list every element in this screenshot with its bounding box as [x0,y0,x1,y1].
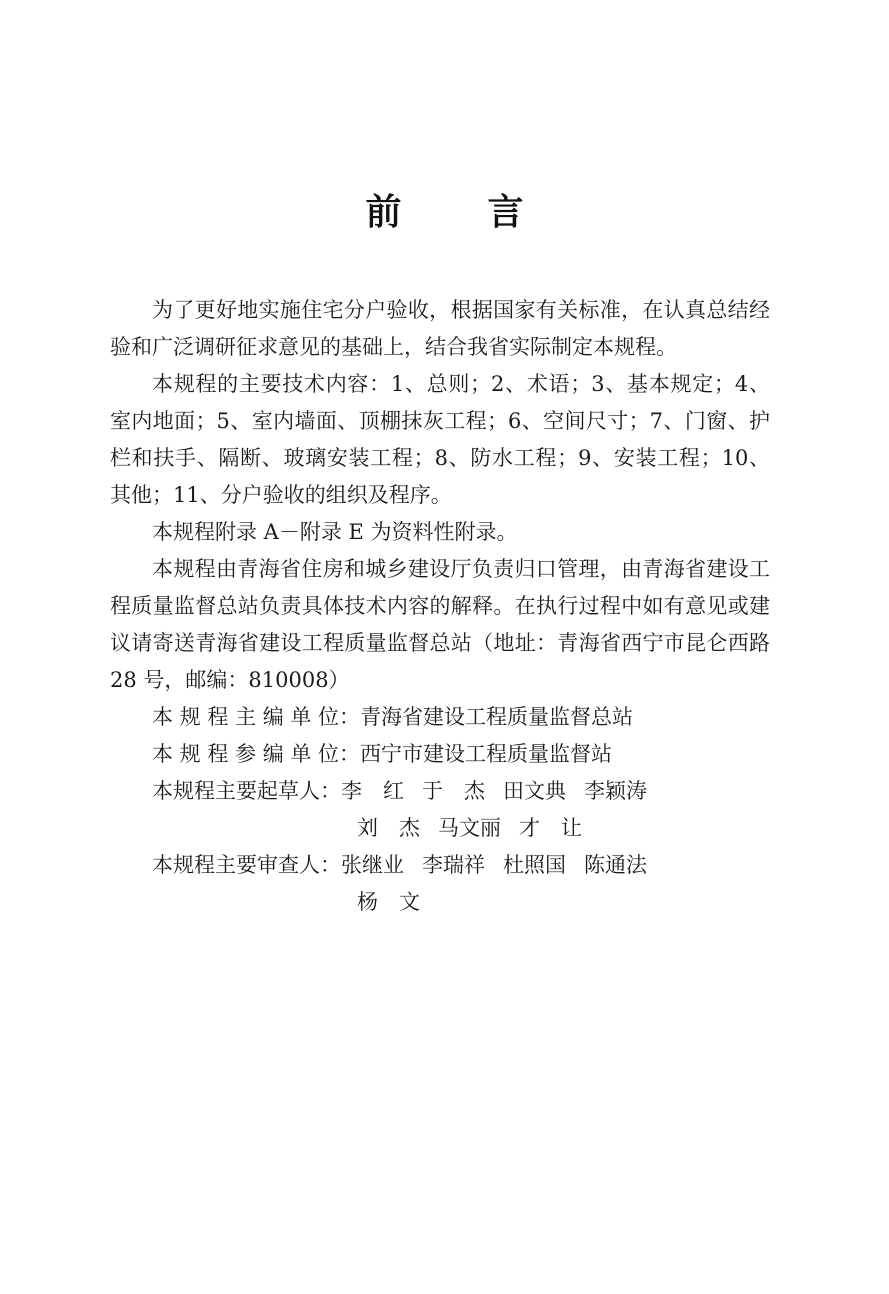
reviewer-name: 杨 文 [357,890,420,914]
drafter-name: 才 让 [519,816,582,840]
reviewers-line-2 [110,884,770,921]
participating-unit-line [110,736,770,773]
paragraph-appendix: 本规程附录 A－附录 E 为资料性附录。 [152,520,518,544]
chief-unit-value: 青海省建设工程质量监督总站 [360,705,634,729]
reviewers-line [110,847,770,884]
drafters-line-2 [110,810,770,847]
drafter-name: 田文典 [503,779,566,803]
page-title [0,188,889,238]
drafter-name: 马文丽 [438,816,501,840]
paragraph-management: 本规程由青海省住房和城乡建设厅负责归口管理，由青海省建设工程质量监督总站负责具体技术内容的解释。在执行过程中如有意见或建议请寄送青海省建设工程质量监督总站（地址：青海省西宁市昆仑西路 28 号，邮编：810008） [110,557,770,692]
title-char-2: 言 [487,192,524,233]
participating-unit-label: 本 规 程 参 编 单 位： [152,742,361,766]
drafter-name: 李颖涛 [584,779,647,803]
drafters-line [110,773,770,810]
reviewers-label: 本规程主要审查人： [152,853,341,877]
drafter-name: 刘 杰 [357,816,420,840]
title-char-1: 前 [365,192,402,233]
participating-unit-value: 西宁市建设工程质量监督站 [360,742,613,766]
drafter-name: 李 红 [341,779,404,803]
drafter-name: 于 杰 [422,779,485,803]
reviewer-name: 杜照国 [503,853,566,877]
paragraph-contents: 本规程的主要技术内容：1、总则；2、术语；3、基本规定；4、室内地面；5、室内墙面、顶棚抹灰工程；6、空间尺寸；7、门窗、护栏和扶手、隔断、玻璃安装工程；8、防水工程；9、安装工程；10、其他；11、分户验收的组织及程序。 [110,372,770,507]
reviewer-name: 张继业 [341,853,404,877]
paragraph-purpose: 为了更好地实施住宅分户验收，根据国家有关标准，在认真总结经验和广泛调研征求意见的基础上，结合我省实际制定本规程。 [110,298,770,359]
preface-body [110,292,770,921]
reviewer-name: 李瑞祥 [422,853,485,877]
chief-unit-label: 本 规 程 主 编 单 位： [152,705,361,729]
reviewer-name: 陈通法 [584,853,647,877]
chief-unit-line [110,699,770,736]
drafters-label: 本规程主要起草人： [152,779,341,803]
